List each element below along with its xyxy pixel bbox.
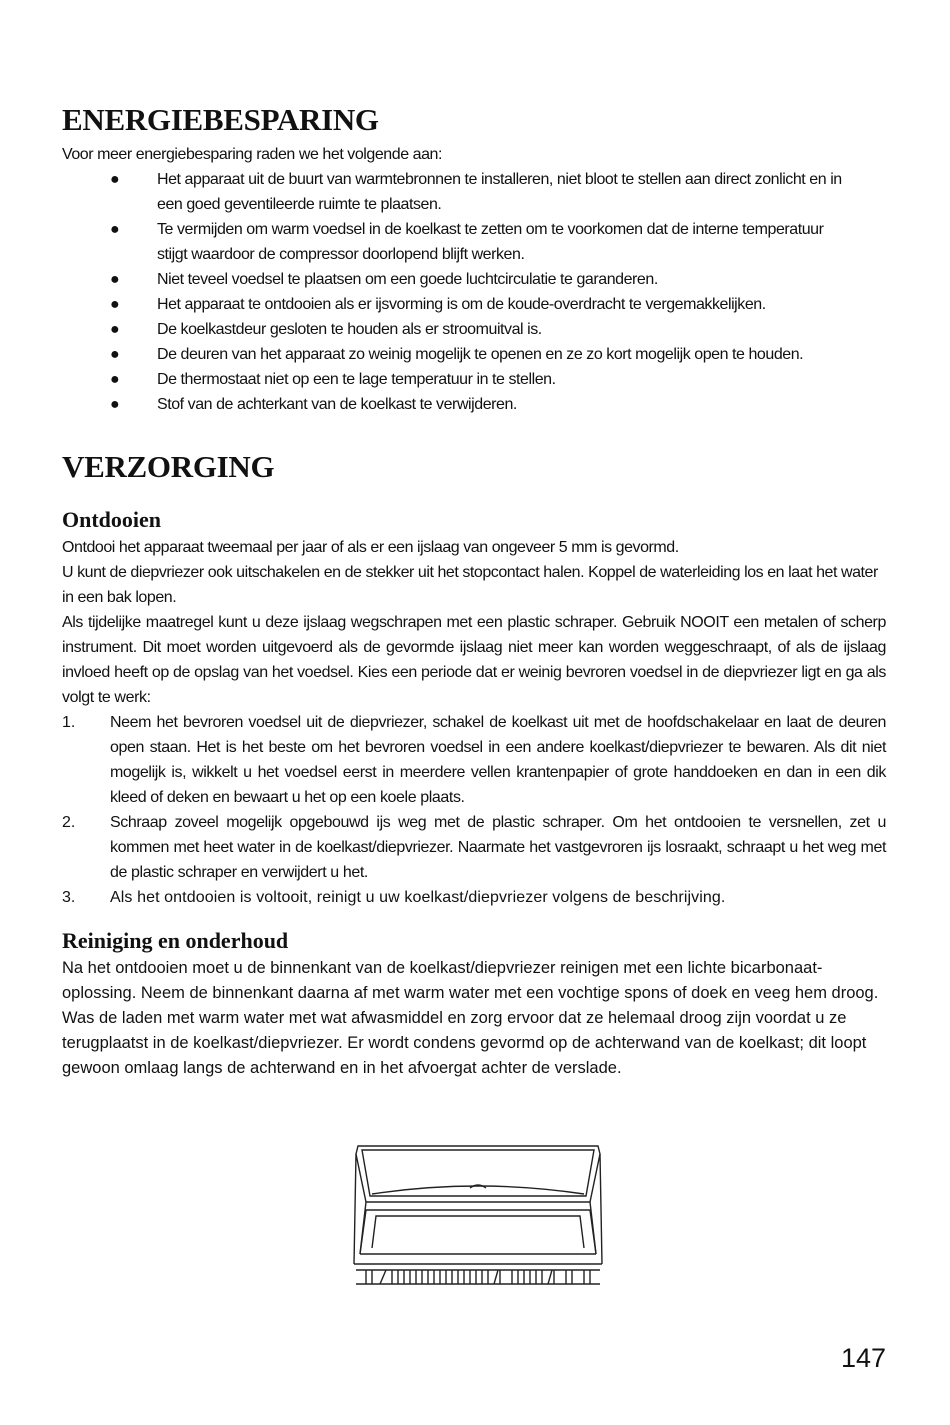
bullet-icon: ● <box>110 221 120 238</box>
defrost-steps-list <box>62 710 886 910</box>
bullet-icon: ● <box>110 396 120 413</box>
defrost-paragraph-3: Als tijdelijke maatregel kunt u deze ijslaag wegschrapen met een plastic schraper. Gebruik NOOIT een metalen of scherp instrument. Dit moet worden uitgevoerd als de gevormde ijslaag niet meer kan worden weggeschraapt, of als de ijslaag invloed heeft op de opslag van het voedsel. Kies een periode dat er weinig bevroren voedsel in de diepvriezer ligt en ga als volgt te werk: <box>62 614 886 706</box>
defrost-heading: Ontdooien <box>62 507 162 532</box>
bullet-icon: ● <box>110 371 120 388</box>
page-number: 147 <box>840 1343 886 1373</box>
chest-freezer-illustration <box>352 1144 604 1286</box>
list-item: ● De thermostaat niet op een te lage temperatuur in te stellen. <box>62 367 857 392</box>
cleaning-paragraph: Na het ontdooien moet u de binnenkant van de koelkast/diepvriezer reinigen met een lichte bicarbonaat-oplossing. Neem de binnenkant daarna af met warm water met een vochtige spons of doek en veeg hem droog. Was de laden met warm water met wat afwasmiddel en zorg ervoor dat ze helemaal droog zijn voordat u ze terugplaatst in de koelkast/diepvriezer. Er wordt condens gevormd op de achterwand van de koelkast; dit loopt gewoon omlaag langs de achterwand en in het afvoergat achter de verslade. <box>62 959 879 1077</box>
bullet-icon: ● <box>110 271 120 288</box>
defrost-paragraph-1: Ontdooi het apparaat tweemaal per jaar of als er een ijslaag van ongeveer 5 mm is gevormd. <box>62 539 679 556</box>
energy-heading: ENERGIEBESPARING <box>62 102 379 137</box>
list-item: ● Niet teveel voedsel te plaatsen om een goede luchtcirculatie te garanderen. <box>62 267 857 292</box>
list-item: ● Stof van de achterkant van de koelkast te verwijderen. <box>62 392 857 417</box>
bullet-icon: ● <box>110 171 120 188</box>
list-item: ● De koelkastdeur gesloten te houden als er stroomuitval is. <box>62 317 857 342</box>
list-item: ● Het apparaat uit de buurt van warmtebronnen te installeren, niet bloot te stellen aan direct zonlicht en in een goed geventileerde ruimte te plaatsen. <box>62 167 857 217</box>
chest-freezer-icon <box>352 1144 604 1286</box>
list-item: ● Het apparaat te ontdooien als er ijsvorming is om de koude-overdracht te vergemakkelijken. <box>62 292 857 317</box>
cleaning-heading: Reiniging en onderhoud <box>62 928 289 953</box>
list-item: ● Te vermijden om warm voedsel in de koelkast te zetten om te voorkomen dat de interne temperatuur stijgt waardoor de compressor doorlopend blijft werken. <box>62 217 857 267</box>
bullet-icon: ● <box>110 346 120 363</box>
care-heading: VERZORGING <box>62 449 275 484</box>
list-item: 1. Neem het bevroren voedsel uit de diepvriezer, schakel de koelkast uit met de hoofdschakelaar en laat de deuren open staan. Het is het beste om het bevroren voedsel in een andere koelkast/diepvriezer te bewaren. Als dit niet mogelijk is, wikkelt u het voedsel eerst in meerdere vellen krantenpapier of grote handdoeken en dan in een dik kleed of deken en bewaart u het op een koele plaats. <box>62 714 886 806</box>
list-item: 3. Als het ontdooien is voltooit, reinigt u uw koelkast/diepvriezer volgens de beschrijving. <box>62 889 726 906</box>
defrost-paragraph-2: U kunt de diepvriezer ook uitschakelen en de stekker uit het stopcontact halen. Koppel de waterleiding los en laat het water in een bak lopen. <box>62 564 878 606</box>
list-item: 2. Schraap zoveel mogelijk opgebouwd ijs weg met de plastic schraper. Om het ontdooien te versnellen, zet u kommen met heet water in de koelkast/diepvriezer. Naarmate het vastgevroren ijs losraakt, schraapt u het weg met de plastic schraper en verwijdert u het. <box>62 814 886 881</box>
bullet-icon: ● <box>110 321 120 338</box>
list-item: ● De deuren van het apparaat zo weinig mogelijk te openen en ze zo kort mogelijk open te houden. <box>62 342 857 367</box>
bullet-icon: ● <box>110 296 120 313</box>
energy-intro: Voor meer energiebesparing raden we het volgende aan: <box>62 146 442 163</box>
energy-tips-list <box>62 167 886 417</box>
page-content <box>62 98 886 1081</box>
